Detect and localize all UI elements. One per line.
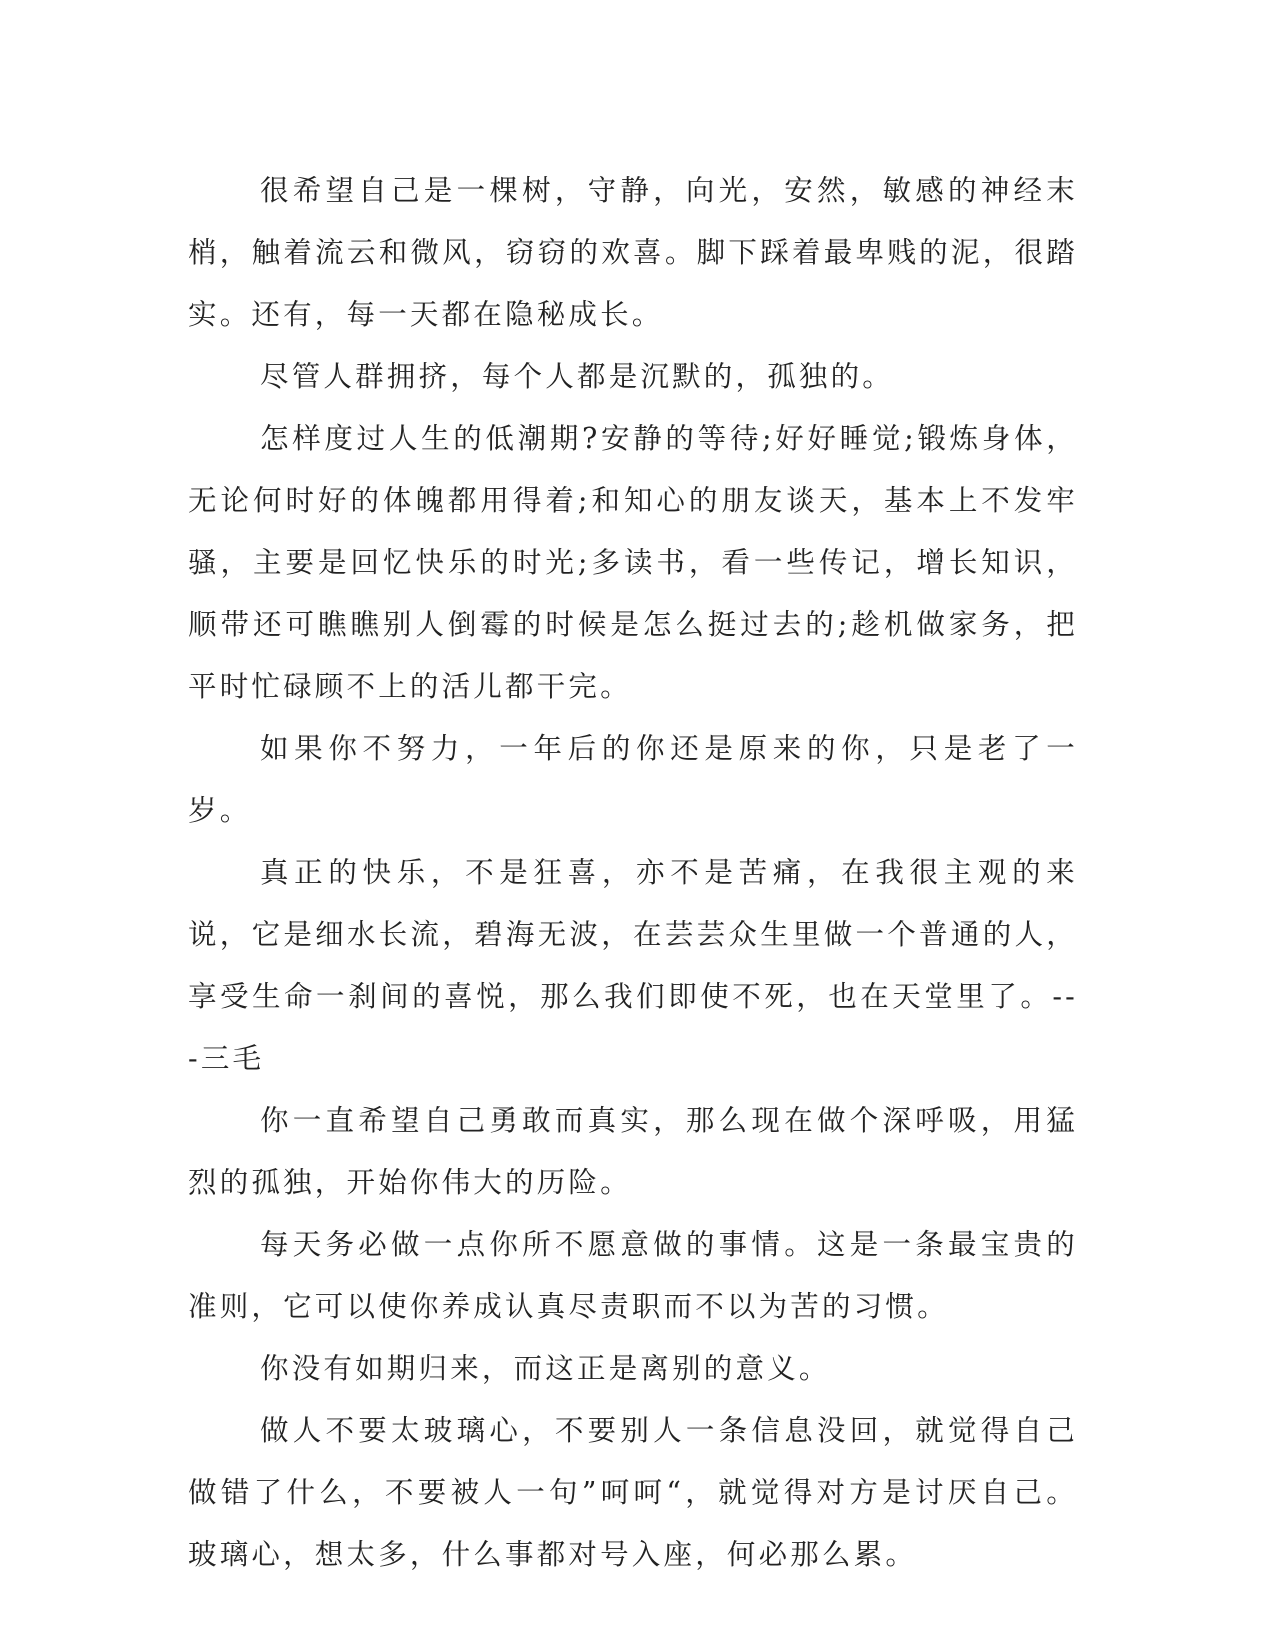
paragraph-brave: 你一直希望自己勇敢而真实，那么现在做个深呼吸，用猛烈的孤独，开始你伟大的历险。 — [188, 1104, 1078, 1199]
paragraph-true-happiness: 真正的快乐，不是狂喜，亦不是苦痛，在我很主观的来说，它是细水长流，碧海无波，在芸芸众生里做一个普通的人，享受生命一刹间的喜悦，那么我们即使不死，也在天堂里了。---三毛 — [188, 856, 1078, 1075]
paragraph-low-period: 怎样度过人生的低潮期?安静的等待;好好睡觉;锻炼身体，无论何时好的体魄都用得着;和知心的朋友谈天，基本上不发牢骚，主要是回忆快乐的时光;多读书，看一些传记，增长知识，顺带还可瞧瞧别人倒霉的时候是怎么挺过去的;趁机做家务，把平时忙碌顾不上的活儿都干完。 — [188, 422, 1078, 703]
paragraph-effort: 如果你不努力，一年后的你还是原来的你，只是老了一岁。 — [188, 732, 1078, 827]
document-body — [188, 160, 1078, 1586]
paragraph-daily-rule: 每天务必做一点你所不愿意做的事情。这是一条最宝贵的准则，它可以使你养成认真尽责职而不以为苦的习惯。 — [188, 1228, 1078, 1323]
paragraph-farewell: 你没有如期归来，而这正是离别的意义。 — [260, 1352, 831, 1385]
paragraph-glass-heart: 做人不要太玻璃心，不要别人一条信息没回，就觉得自己做错了什么，不要被人一句”呵呵“，就觉得对方是讨厌自己。玻璃心，想太多，什么事都对号入座，何必那么累。 — [188, 1414, 1078, 1571]
paragraph-tree: 很希望自己是一棵树，守静，向光，安然，敏感的神经末梢，触着流云和微风，窃窃的欢喜。脚下踩着最卑贱的泥，很踏实。还有，每一天都在隐秘成长。 — [188, 174, 1078, 331]
paragraph-crowd: 尽管人群拥挤，每个人都是沉默的，孤独的。 — [260, 360, 895, 393]
